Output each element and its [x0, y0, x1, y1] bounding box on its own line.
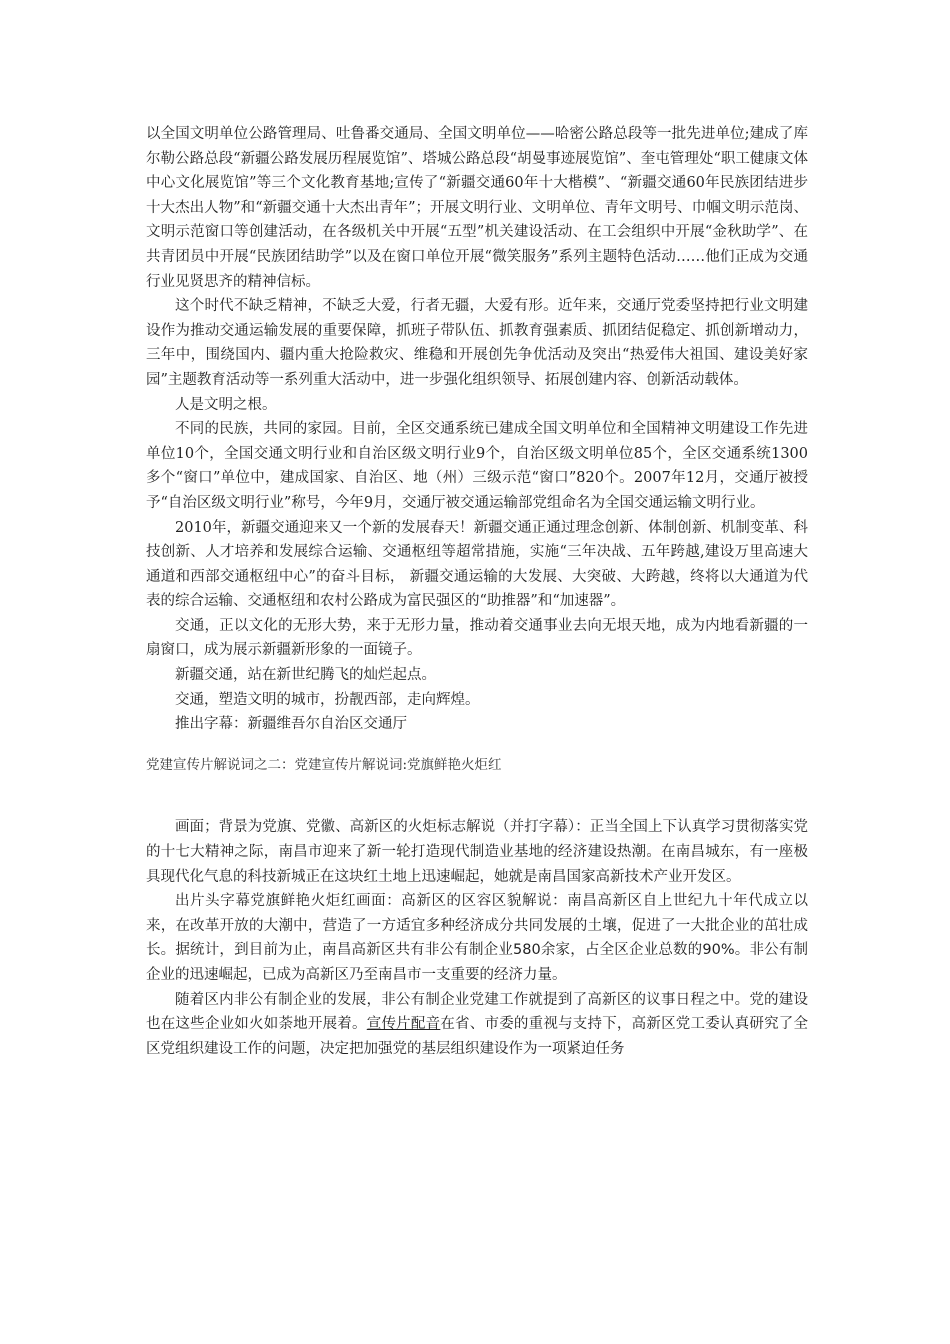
paragraph: 新疆交通，站在新世纪腾飞的灿烂起点。: [175, 667, 436, 684]
part-two-text: [146, 815, 808, 1061]
part-one-text: [146, 122, 808, 737]
paragraph: 交通，塑造文明的城市，扮靓西部，走向辉煌。: [175, 691, 480, 708]
paragraph: 这个时代不缺乏精神，不缺乏大爱，行者无疆，大爱有形。近年来，交通厅党委坚持把行业文明建设作为推动交通运输发展的重要保障，抓班子带队伍、抓教育强素质、抓团结促稳定、抓创新增动力，三年中，围绕国内、疆内重大抢险救灾、维稳和开展创先争优活动及突出“热爱伟大祖国、建设美好家园”主题教育活动等一系列重大活动中，进一步强化组织领导、拓展创建内容、创新活动载体。: [146, 298, 808, 388]
section-title: 党建宣传片解说词之二：党建宣传片解说词:党旗鲜艳火炬红: [146, 756, 502, 773]
paragraph: 画面；背景为党旗、党徽、高新区的火炬标志解说（并打字幕）：正当全国上下认真学习贯彻落实党的十七大精神之际，南昌市迎来了新一轮打造现代制造业基地的经济建设热潮。在南昌城东，有一座极具现代化气息的科技新城正在这块红土地上迅速崛起，她就是南昌国家高新技术产业开发区。: [146, 819, 808, 885]
paragraph: 出片头字幕党旗鲜艳火炬红画面：高新区的区容区貌解说：南昌高新区自上世纪九十年代成立以来，在改革开放的大潮中，营造了一方适宜多种经济成分共同发展的土壤，促进了一大批企业的茁壮成长。据统计，到目前为止，南昌高新区共有非公有制企业580余家，占全区企业总数的90%。非公有制企业的迅速崛起，已成为高新区乃至南昌市一支重要的经济力量。: [146, 893, 808, 983]
paragraph: [146, 988, 808, 1062]
paragraph: 推出字幕：新疆维吾尔自治区交通厅: [175, 716, 407, 733]
paragraph: 交通，正以文化的无形大势，来于无形力量，推动着交通事业去向无垠天地，成为内地看新疆的一扇窗口，成为展示新疆新形象的一面镜子。: [146, 617, 808, 659]
paragraph: 以全国文明单位公路管理局、吐鲁番交通局、全国文明单位——哈密公路总段等一批先进单位;建成了库尔勒公路总段“新疆公路发展历程展览馆”、塔城公路总段“胡曼事迹展览馆”、奎屯管理处“职工健康文体中心文化展览馆”等三个文化教育基地;宣传了“新疆交通60年十大楷模”、“新疆交通60年民族团结进步十大杰出人物”和“新疆交通十大杰出青年”；开展文明行业、文明单位、青年文明号、巾帼文明示范岗、文明示范窗口等创建活动，在各级机关中开展“五型”机关建设活动、在工会组织中开展“金秋助学”、在共青团员中开展“民族团结助学”以及在窗口单位开展“微笑服务”系列主题特色活动……他们正成为交通行业见贤思齐的精神信标。: [146, 126, 808, 290]
document-page: [146, 122, 808, 1061]
paragraph: 2010年，新疆交通迎来又一个新的发展春天！新疆交通正通过理念创新、体制创新、机制变革、科技创新、人才培养和发展综合运输、交通枢纽等超常措施，实施“三年决战、五年跨越,建设万里高速大通道和西部交通枢纽中心”的奋斗目标， 新疆交通运输的大发展、大突破、大跨越，终将以大通道为代表的综合运输、交通枢纽和农村公路成为富民强区的“助推器”和“加速器”。: [146, 519, 808, 610]
paragraph: 人是文明之根。: [175, 396, 277, 413]
voiceover-link[interactable]: 宣传片配音: [366, 1016, 441, 1033]
paragraph-text: 随着区内非公有制企业的发展，非公有制企业党建工作就提到了高新区的议事日程之中。党的建设也在这些企业如火如荼地开展着。: [146, 991, 808, 1033]
paragraph: 不同的民族，共同的家园。目前，全区交通系统已建成全国文明单位和全国精神文明建设工作先进单位10个，全国交通文明行业和自治区级文明行业9个，自治区级文明单位85个，全区交通系统1300多个“窗口”单位中，建成国家、自治区、地（州）三级示范“窗口”820个。2007年12月，交通厅被授予“自治区级文明行业”称号，今年9月，交通厅被交通运输部党组命名为全国交通运输文明行业。: [146, 421, 808, 511]
paragraph-text: 在省、市委的重视与支持下，高新区党工委认真研究了全区党组织建设工作的问题，决定把加强党的基层组织建设作为一项紧迫任务: [146, 1016, 809, 1057]
